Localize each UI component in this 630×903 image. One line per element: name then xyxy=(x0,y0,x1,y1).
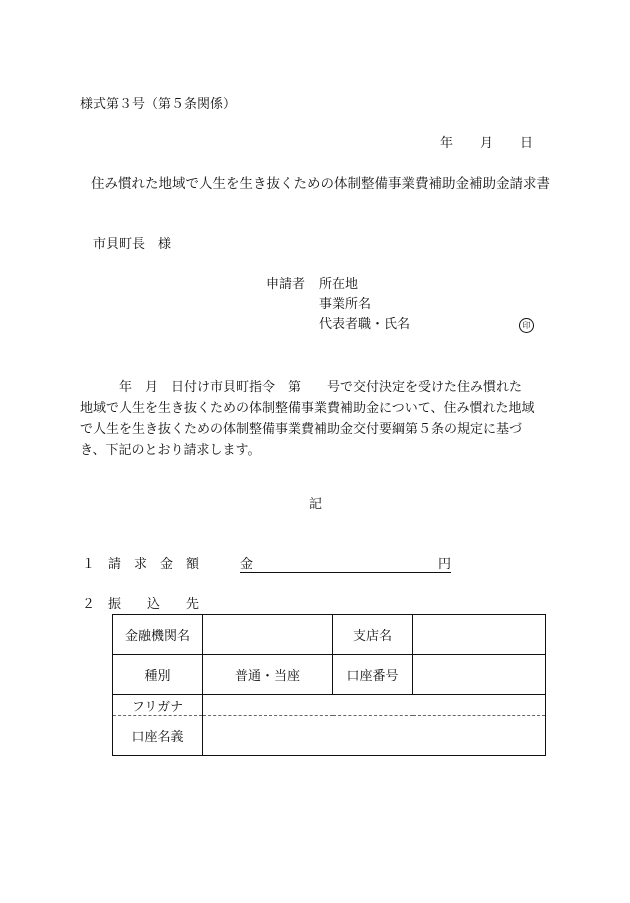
form-number: 様式第３号（第５条関係） xyxy=(80,97,237,112)
applicant-address-field: 所在地 xyxy=(319,277,359,292)
ki-heading: 記 xyxy=(309,497,323,512)
body-line-4: き、下記のとおり請求します。 xyxy=(80,443,261,458)
furigana-label: フリガナ xyxy=(113,695,203,716)
account-type-label: 種別 xyxy=(113,655,203,695)
account-holder-input[interactable] xyxy=(203,716,546,756)
bank-name-input[interactable] xyxy=(203,615,333,655)
request-body xyxy=(80,377,556,461)
date-day: 日 xyxy=(520,136,534,151)
item-request-amount-label: １ 請 求 金 額 xyxy=(82,557,200,572)
seal-icon: 印 xyxy=(519,318,534,333)
branch-label: 支店名 xyxy=(333,615,413,655)
applicant-office-name-field: 事業所名 xyxy=(319,297,372,312)
bank-name-label: 金融機関名 xyxy=(113,615,203,655)
addressee: 市貝町長 様 xyxy=(93,237,172,252)
applicant-representative-field: 代表者職・氏名 xyxy=(319,317,411,332)
furigana-input[interactable] xyxy=(203,695,546,716)
amount-prefix: 金 xyxy=(240,557,254,572)
branch-input[interactable] xyxy=(413,615,546,655)
account-type-value[interactable]: 普通・当座 xyxy=(203,655,333,695)
date-year: 年 xyxy=(440,136,454,151)
bank-account-table xyxy=(112,614,546,756)
amount-suffix: 円 xyxy=(437,557,451,572)
document-title: 住み慣れた地域で人生を生き抜くための体制整備事業費補助金補助金請求書 xyxy=(91,176,550,192)
account-holder-label: 口座名義 xyxy=(113,716,203,756)
body-line-2: 地域で人生を生き抜くための体制整備事業費補助金について、住み慣れた地域 xyxy=(80,401,535,416)
body-line-1: 年 月 日付け市貝町指令 第 号で交付決定を受けた住み慣れた xyxy=(80,380,523,395)
account-number-input[interactable] xyxy=(413,655,546,695)
applicant-label: 申請者 xyxy=(266,277,306,292)
date-month: 月 xyxy=(480,136,494,151)
account-number-label: 口座番号 xyxy=(333,655,413,695)
request-amount-field[interactable] xyxy=(240,556,451,573)
body-line-3: で人生を生き抜くための体制整備事業費補助金交付要綱第５条の規定に基づ xyxy=(80,422,523,437)
item-transfer-label: ２ 振 込 先 xyxy=(82,597,200,612)
